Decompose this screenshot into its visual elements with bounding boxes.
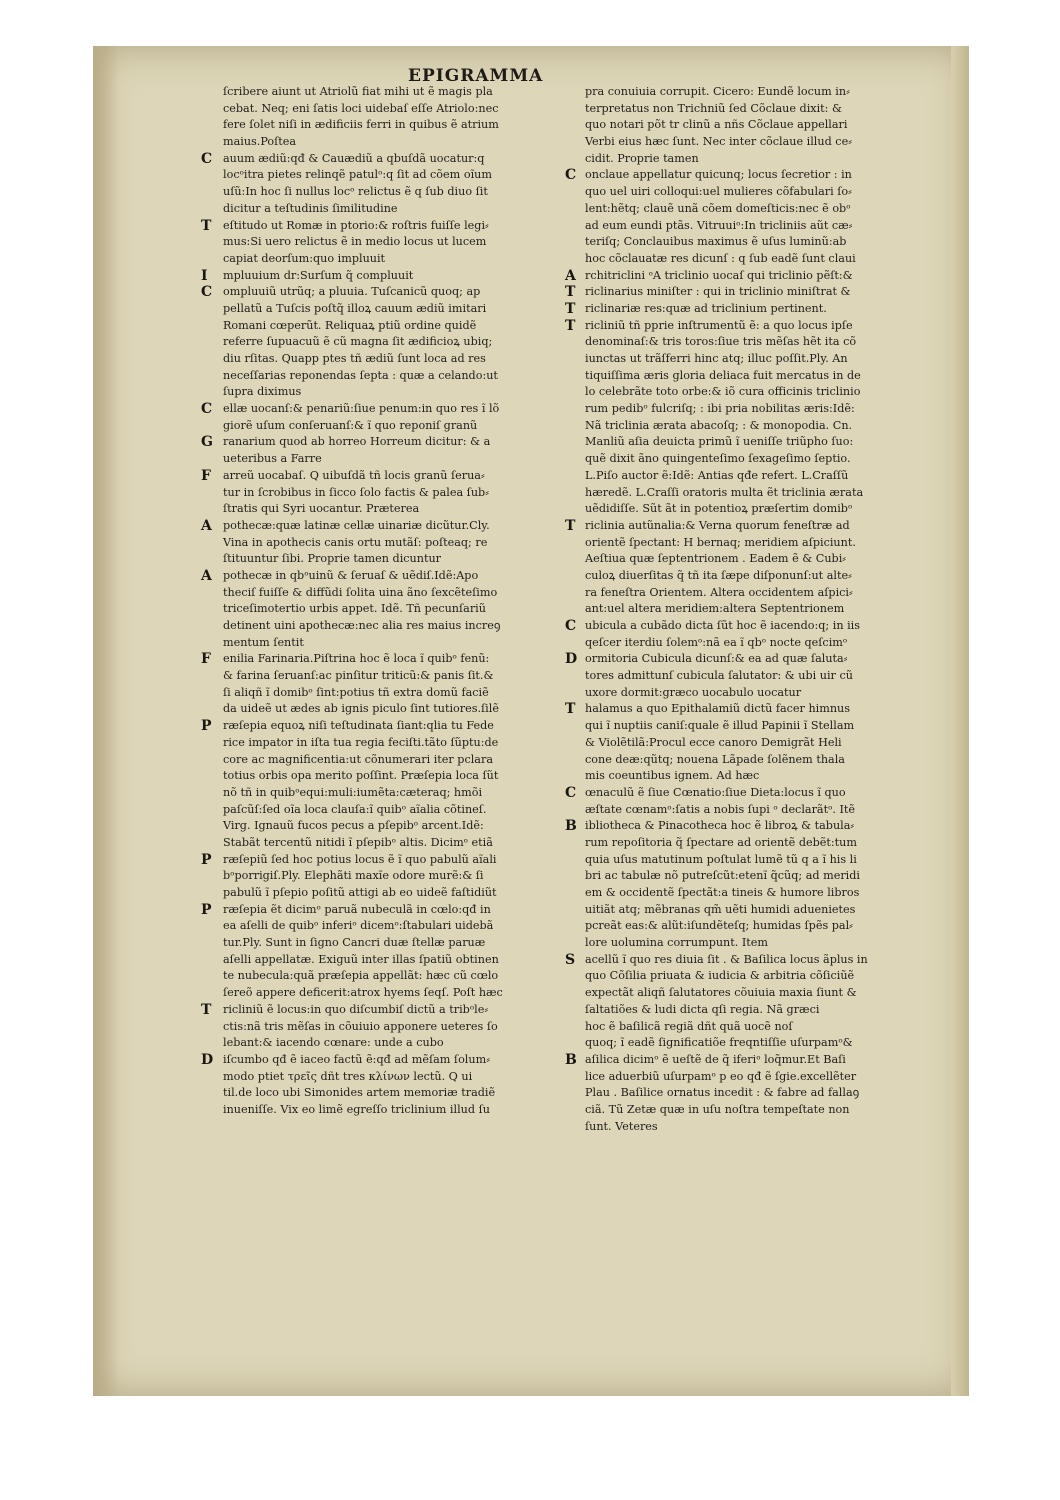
line-text: Virg. Ignauũ fucos pecus a pſepibᵒ arcent.Idẽ:	[223, 819, 484, 833]
text-line	[493, 951, 868, 969]
text-line	[135, 851, 497, 869]
text-line	[493, 267, 853, 285]
text-line	[493, 1069, 857, 1086]
line-text: pothecæ:quæ latinæ cellæ uinariæ dicũtur.Cly.	[223, 518, 490, 532]
line-text: œnaculũ ẽ ſiue Cœnatio:ſiue Dieta:locus ĩ quo	[585, 785, 846, 799]
marginal-initial: C	[565, 618, 577, 634]
marginal-initial: T	[201, 1001, 212, 1018]
line-text: iunctas ut trãſferri hinc atq; illuc poſſit.Ply. An	[585, 352, 848, 365]
text-line	[135, 101, 499, 118]
marginal-initial: C	[565, 167, 577, 184]
column-lines	[493, 84, 868, 1135]
line-text: rice impator in iſta tua regia feciſti.tãto ſũptu:de	[223, 735, 499, 749]
text-line	[493, 218, 853, 235]
text-line	[135, 117, 499, 134]
text-line	[135, 701, 499, 718]
spine-shadow	[93, 46, 119, 1396]
line-text: bᵒporrigiſ.Ply. Elephãti maxĩe odore murẽ:& ſi	[223, 869, 484, 883]
text-line	[493, 935, 831, 952]
line-text: & Violẽtilã:Procul ecce canoro Demigrãt Heli	[585, 735, 842, 749]
text-line	[493, 668, 853, 685]
marginal-initial: C	[565, 784, 577, 801]
line-text: til.de loco ubi Simonides artem memoriæ tradiẽ	[223, 1086, 496, 1100]
text-line	[135, 1051, 490, 1069]
line-text: ueteribus a Farre	[223, 452, 322, 466]
line-text: mentum ſentit	[223, 635, 304, 649]
text-line	[493, 802, 856, 819]
line-text: Aeſtiua quæ ſeptentrionem . Eadem ẽ & Cubi⸗	[585, 552, 846, 566]
text-line	[493, 234, 847, 251]
marginal-initial: C	[201, 401, 213, 418]
text-line	[493, 1019, 831, 1036]
text-line	[135, 601, 486, 618]
line-text: pabulũ ĩ pſepio poſitũ attigi ab eo uideẽ faſtidiũt	[223, 886, 497, 899]
text-line	[135, 418, 478, 435]
text-line	[493, 501, 853, 518]
text-line	[493, 601, 845, 618]
line-text: & farina ſeruanſ:ac pinſitur triticũ:& panis ſit.&	[223, 669, 494, 683]
line-text: ſaltatiões & ludi dicta qſi regia. Nã græci	[585, 1002, 820, 1016]
line-text: locᵒitra pietes relinqẽ patulᵒ:q ſit ad cõem oĩum	[223, 168, 492, 182]
text-line	[135, 1001, 489, 1019]
text-line	[493, 468, 849, 485]
text-line	[135, 268, 473, 285]
text-line	[135, 318, 477, 335]
line-text: neceſſarias reponendas ſepta : quæ a celando:ut	[223, 368, 498, 382]
text-line	[493, 251, 856, 268]
running-title: EPIGRAMMA	[408, 66, 544, 86]
text-line	[135, 818, 484, 835]
text-line	[493, 317, 853, 335]
line-text: bri ac tabulæ nõ putreſcũt:etenĩ q̃cũq; ad meridi	[585, 869, 861, 883]
line-text: eſtitudo ut Romæ in ptorio:& roſtris fuiſſe legi⸗	[223, 218, 489, 232]
text-line	[135, 134, 473, 151]
text-line	[493, 918, 853, 935]
line-text: expectãt aliqñ ſalutatores cõuiuia maxia ſiunt &	[585, 986, 857, 1000]
line-text: ranarium quod ab horreo Horreum dicitur: & a	[223, 435, 491, 449]
line-text: aſilica dicimᵒ ẽ ueſtẽ de q̃ iferiᵒ loq̃mur.Et Baſi	[585, 1052, 846, 1066]
text-column-left	[135, 84, 503, 1224]
text-line	[135, 752, 493, 769]
line-text: Romani cœperũt. Reliquaꝝ ptiũ ordine quidẽ	[223, 318, 477, 332]
text-line	[135, 84, 493, 101]
line-text: Nã triclinia ærata abacoſq; : & monopodia. Cn.	[585, 418, 853, 432]
line-text: tiquiſſima æris gloria deliaca fuit mercatus in de	[585, 368, 861, 382]
line-text: lice aduerbiũ uſurpamᵒ p eo qđ ẽ ſgie.excellẽter	[585, 1069, 857, 1083]
text-line	[135, 467, 485, 485]
text-line	[135, 768, 499, 785]
line-text: nõ tñ in quibᵒequi:muli:iumẽta:cæteraq; hmõi	[223, 785, 483, 799]
line-text: halamus a quo Epithalamiũ dictũ facer himnus	[585, 702, 850, 716]
marginal-initial: P	[201, 901, 212, 918]
marginal-initial: D	[201, 1051, 214, 1068]
text-line	[493, 718, 855, 735]
line-text: ſcribere aiunt ut Atriolũ fiat mihi ut ẽ magis pla	[223, 85, 493, 98]
line-text: ibliotheca & Pinacotheca hoc ẽ libroꝝ & tabula⸗	[585, 819, 855, 833]
line-text: ſtituuntur ſibi. Proprie tamen dicuntur	[223, 552, 441, 566]
text-line	[135, 284, 481, 301]
line-text: pothecæ in qbᵒuinũ & ſeruaſ & uẽdiſ.Idẽ:Apo	[223, 568, 479, 582]
text-line	[493, 334, 857, 351]
line-text: quo uel uiri colloqui:uel mulieres cõfabulari ſo⸗	[585, 185, 852, 199]
line-text: ellæ uocanſ:& penariũ:ſiue penum:in quo res ĩ lõ	[223, 402, 500, 416]
line-text: detinent uini apothecæ:nec alia res maius increꝯ	[223, 619, 501, 632]
marginal-initial: D	[565, 651, 578, 668]
line-text: triceſimotertio urbis appet. Idẽ. Tñ pecunſariũ	[223, 602, 486, 616]
line-text: terpretatus non Trichniũ ſed Cõclaue dixit: &	[585, 101, 842, 115]
text-line	[135, 517, 490, 535]
text-line	[135, 234, 487, 251]
text-line	[135, 885, 497, 902]
text-line	[135, 334, 493, 351]
line-text: diu rſitas. Quapp ptes tñ ædiũ ſunt loca ad res	[223, 352, 486, 365]
text-line	[135, 485, 489, 502]
line-text: lebant:& iacendo cœnare: unde a cubo	[223, 1036, 444, 1050]
line-text: cidit. Proprie tamen	[585, 151, 699, 165]
text-line	[493, 167, 852, 184]
line-text: mus:Si uero relictus ẽ in medio locus ut lucem	[223, 235, 487, 249]
text-line	[493, 568, 852, 585]
text-line	[135, 651, 490, 668]
text-line	[135, 835, 493, 852]
line-text: lore uolumina corrumpunt. Item	[585, 936, 769, 950]
line-text: pellatũ a Tuſcis poſtq̃ illoꝝ cauum ædiũ imitari	[223, 301, 487, 315]
line-text: ant:uel altera meridiem:altera Septentrionem	[585, 602, 845, 616]
line-text: tur.Ply. Sunt in ſigno Cancri duæ ſtellæ paruæ	[223, 936, 486, 950]
text-line	[493, 835, 857, 852]
line-text: tur in ſcrobibus in ſicco ſolo factis & palea ſub⸗	[223, 485, 489, 499]
text-line	[493, 1051, 846, 1069]
line-text: riclinia autũnalia:& Verna quorum feneſtræ ad	[585, 518, 850, 532]
line-text: onclaue appellatur quicunq; locus ſecretior : in	[585, 168, 852, 182]
text-line	[135, 635, 473, 652]
marginal-initial: A	[201, 567, 212, 584]
line-text: iſcumbo qđ ẽ iaceo factũ ẽ:qđ ad mẽſam ſolum⸗	[223, 1052, 490, 1066]
text-line	[135, 150, 485, 168]
text-line	[493, 1002, 831, 1019]
text-line	[493, 768, 831, 785]
marginal-initial: S	[565, 951, 576, 968]
text-line	[135, 1035, 473, 1052]
text-line	[493, 184, 852, 201]
line-text: totius orbis opa merito poſſint. Præſepia loca ſũt	[223, 769, 499, 783]
text-line	[493, 368, 861, 385]
line-text: auum ædiũ:qđ & Cauædiũ a qbuſdã uocatur:q	[223, 151, 485, 165]
text-line	[135, 868, 484, 885]
line-text: L.Piſo auctor ẽ:Idẽ: Antias qđe refert. L.Craſſũ	[585, 468, 849, 482]
line-text: culoꝝ diuerſitas q̃ tñ ita ſæpe diſponunſ:ut alte⸗	[585, 568, 852, 582]
line-text: modo ptiet τρεῖς dñt tres κλίνων lectũ. Q ui	[223, 1069, 473, 1083]
text-line	[493, 301, 831, 318]
line-text: lent:hẽtq; clauẽ unã cõem domeſticis:nec ẽ obᵒ	[585, 201, 851, 215]
text-line	[493, 517, 850, 535]
text-line	[135, 1019, 498, 1036]
line-text: Verbi eius hæc ſunt. Nec inter cõclaue illud ce⸗	[585, 135, 852, 149]
marginal-initial: C	[201, 284, 213, 301]
page-edge	[951, 46, 969, 1396]
line-text: acellũ ĩ quo res diuia ſit . & Baſilica locus ãplus in	[585, 952, 868, 966]
marginal-initial: T	[565, 517, 576, 534]
line-text: ſunt. Veteres	[585, 1119, 658, 1133]
line-text: quo Cõſilia priuata & iudicia & arbitria cõſiciũẽ	[585, 969, 855, 983]
line-text: capiat deorſum:quo impluuit	[223, 251, 386, 265]
line-text: fere ſolet niſi in ædificiis ferri in quibus ẽ atrium	[223, 118, 499, 132]
line-text: da uideẽ ut ædes ab ignis piculo ſint tutiores.ſilẽ	[223, 702, 499, 716]
text-line	[493, 418, 853, 435]
marginal-initial: I	[201, 267, 208, 284]
text-line	[135, 501, 473, 518]
line-text: ſereõ appere deficerit:atrox hyems ſeqſ. Poſt hæc	[223, 986, 503, 1000]
text-line	[493, 885, 860, 902]
text-line	[135, 735, 499, 752]
line-text: cone deæ:qũtq; nouena Lãpade ſolẽnem thala	[585, 752, 845, 766]
text-line	[493, 201, 851, 218]
text-line	[493, 701, 850, 718]
line-text: referre ſupuacuũ ẽ cũ magna ſit ædificioꝝ ubiq;	[223, 335, 493, 349]
line-text: mpluuium dr:Surſum q̃ compluuit	[223, 268, 414, 282]
line-text: uitiãt atq; mẽbranas qm̃ uẽti humidi aduenietes	[585, 902, 856, 916]
marginal-initial: A	[201, 517, 212, 534]
text-line	[135, 968, 499, 985]
line-text: ſupra diximus	[223, 385, 302, 399]
text-line	[493, 84, 850, 101]
text-line	[493, 735, 842, 752]
marginal-initial: T	[201, 217, 212, 234]
line-text: Manliũ aſia deuicta primũ ĩ ueniſſe triũpho ſuo:	[585, 435, 854, 449]
line-text: ræſepiũ ſed hoc potius locus ẽ ĩ quo pabulũ aĩali	[223, 852, 497, 866]
text-line	[493, 117, 848, 134]
line-text: qeſcer iterdiu ſolemᵒ:nã ea ĩ qbᵒ nocte qeſcimᵒ	[585, 635, 848, 649]
line-text: maius.Poſtea	[223, 135, 297, 149]
line-text: te nubecula:quã præſepia appellãt: hæc cũ cœlo	[223, 969, 499, 983]
marginal-initial: P	[201, 718, 212, 735]
text-line	[135, 668, 494, 685]
text-line	[493, 818, 855, 835]
line-text: enilia Farinaria.Piſtrina hoc ẽ loca ĩ quibᵒ fenũ:	[223, 652, 490, 666]
marginal-initial: A	[565, 267, 576, 284]
text-line	[135, 401, 500, 418]
text-line	[493, 635, 848, 652]
line-text: Stabãt tercentũ nitidi ĩ pſepibᵒ altis. Dicimᵒ etiã	[223, 835, 493, 849]
text-line	[493, 868, 861, 885]
line-text: hæredẽ. L.Craſſi oratoris multa ẽt triclinia ærata	[585, 485, 864, 499]
line-text: mis coeuntibus ignem. Ad hæc	[585, 769, 760, 783]
line-text: quẽ dixit ãno quingenteſimo ſexageſimo ſeptio.	[585, 452, 851, 466]
marginal-initial: T	[565, 300, 576, 317]
text-line	[135, 785, 483, 802]
text-line	[135, 1102, 490, 1119]
text-line	[135, 551, 473, 568]
line-text: rchitriclini ᵒA triclinio uocaſ qui triclinio pẽſt:&	[585, 268, 853, 282]
text-line	[135, 952, 499, 969]
text-line	[135, 802, 487, 819]
text-line	[135, 685, 489, 702]
line-text: ricliniũ tñ pprie inſtrumentũ ẽ: a quo locus ipſe	[585, 318, 853, 332]
text-line	[135, 1069, 473, 1086]
text-line	[493, 902, 856, 919]
line-text: pra conuiuia corrupit. Cicero: Eundẽ locum in⸗	[585, 85, 850, 98]
text-line	[493, 535, 856, 552]
line-text: uſũ:In hoc ſi nullus locᵒ relictus ẽ q ſub diuo ſit	[223, 185, 488, 199]
line-text: Vina in apothecis canis ortu mutãſ: poſteaq; re	[223, 535, 488, 549]
text-line	[493, 351, 848, 368]
line-text: ea aſelli de quibᵒ inferiᵒ dicemᵒ:ſtabulari uidebã	[223, 919, 494, 933]
line-text: ormitoria Cubicula dicunſ:& ea ad quæ ſaluta⸗	[585, 652, 848, 666]
text-line	[493, 985, 857, 1002]
line-text: pcreãt eas:& alũt:iſundẽteſq; humidas ſpẽs pal⸗	[585, 919, 853, 933]
text-line	[493, 1085, 860, 1102]
text-line	[135, 985, 503, 1002]
line-text: lo celebrãte toto orbe:& iõ cura officinis triclinio	[585, 385, 861, 399]
line-text: hoc ẽ baſilicã regiã dñt quã uocẽ noſ	[585, 1019, 793, 1033]
line-text: teriſq; Conclauibus maximus ẽ uſus luminũ:ab	[585, 235, 847, 249]
line-text: uxore dormit:græco uocabulo uocatur	[585, 685, 802, 699]
text-line	[493, 551, 846, 568]
text-line	[135, 368, 498, 385]
marginal-initial: F	[201, 467, 211, 484]
text-line	[493, 852, 857, 869]
line-text: rum repoſitoria q̃ ſpectare ad orientẽ debẽt:tum	[585, 835, 857, 849]
line-text: ctis:nã tris mẽſas in cõuiuio apponere ueteres ſo	[223, 1019, 498, 1033]
line-text: cebat. Neq; eni ſatis loci uidebaſ eſſe Atriolo:nec	[223, 101, 499, 115]
line-text: quo notari põt tr clinũ a nñs Cõclaue appellari	[585, 118, 848, 132]
line-text: ræſepia equoꝝ niſi teſtudinata ſiant:qlia tu Fede	[223, 719, 494, 733]
line-text: dicitur a teſtudinis ſimilitudine	[223, 201, 398, 215]
text-line	[135, 618, 501, 635]
text-line	[135, 217, 489, 235]
marginal-initial: B	[565, 1051, 577, 1068]
text-line	[493, 401, 855, 418]
marginal-initial: T	[565, 701, 576, 718]
text-line	[493, 1035, 853, 1052]
text-line	[135, 434, 491, 451]
line-text: riclinariæ res:quæ ad triclinium pertinent.	[585, 301, 827, 315]
line-text: uẽdidiſſe. Sũt ãt in potentioꝝ præſertim domibᵒ	[585, 502, 853, 516]
text-line	[135, 1085, 496, 1102]
text-line	[493, 1119, 831, 1136]
text-line	[493, 784, 846, 802]
text-line	[493, 384, 861, 401]
text-line	[493, 434, 854, 451]
text-line	[135, 935, 486, 952]
line-text: theciſ fuiſſe & diffũdi ſolita uina ãno ſexcẽteſimo	[223, 585, 498, 599]
marginal-initial: G	[201, 434, 213, 451]
text-line	[135, 535, 488, 552]
line-text: arreũ uocabaſ. Q uibuſdã tñ locis granũ ſerua⸗	[223, 468, 485, 482]
line-text: ad eum eundi ptãs. Vitruuiᵒ:In tricliniis aũt cæ⸗	[585, 218, 853, 232]
text-line	[135, 451, 473, 468]
line-text: em & occidentẽ ſpectãt:a tineis & humore libros	[585, 886, 860, 899]
text-line	[135, 901, 491, 919]
line-text: qui ĩ nuptiis caniſ:quale ẽ illud Papinii ĩ Stellam	[585, 719, 855, 733]
text-line	[493, 685, 831, 702]
line-text: core ac magnificentia:ut cõnumerari iter pclara	[223, 752, 493, 766]
text-line	[135, 167, 492, 184]
text-column-right	[493, 84, 868, 1224]
line-text: æſtate cœnamᵒ:ſatis a nobis ſupi ᵒ declarãtᵒ. Itẽ	[585, 802, 856, 816]
line-text: riclinarius miniſter : qui in triclinio miniſtrat &	[585, 285, 851, 299]
marginal-initial: B	[565, 818, 577, 835]
marginal-initial: F	[201, 651, 211, 668]
line-text: giorẽ uſum conſeruanſ:& ĩ quo reponiſ granũ	[223, 418, 478, 432]
line-text: ſi aliqñ ĩ domibᵒ ſint:potius tñ extra domũ faciẽ	[223, 685, 489, 699]
line-text: hoc cõclauatæ res dicunſ : q ſub eadẽ ſunt claui	[585, 251, 856, 265]
text-line	[493, 752, 845, 769]
line-text: ſtratis qui Syri uocantur. Præterea	[223, 502, 420, 516]
text-line	[135, 184, 488, 201]
line-text: ræſepia ẽt dicimᵒ paruã nubeculã in cœlo:qđ in	[223, 902, 491, 916]
marginal-initial: P	[201, 851, 212, 868]
text-line	[135, 384, 473, 401]
text-line	[493, 1102, 850, 1119]
text-line	[493, 618, 860, 635]
text-line	[493, 101, 842, 118]
text-line	[135, 301, 487, 318]
line-text: paſcũſ:ſed oĩa loca clauſa:ĩ quibᵒ aĩalia cõtineſ.	[223, 802, 487, 816]
text-line	[493, 651, 848, 668]
marginal-initial: C	[201, 150, 213, 167]
text-line	[493, 134, 852, 151]
text-line	[493, 585, 853, 602]
line-text: tores admittunſ cubicula ſalutator: & ubi uir cũ	[585, 669, 853, 683]
text-line	[135, 585, 498, 602]
line-text: ubicula a cubãdo dicta ſũt hoc ẽ iacendo:q; in iis	[585, 619, 860, 632]
line-text: quia uſus matutinum poſtulat lumẽ tũ q a ĩ his li	[585, 852, 857, 866]
column-lines	[135, 84, 503, 1119]
line-text: ompluuiũ utrũq; a pluuia. Tuſcanicũ quoq; ap	[223, 285, 481, 299]
line-text: orientẽ ſpectant: H bernaq; meridiem aſpiciunt.	[585, 535, 856, 549]
text-line	[493, 284, 851, 301]
line-text: Plau . Baſilice ornatus incedit : & fabre ad fallaꝯ	[585, 1086, 860, 1100]
marginal-initial: T	[565, 284, 576, 301]
text-line	[135, 201, 473, 218]
line-text: rum pedibᵒ fulcriſq; : ibi pria nobilitas æris:Idẽ:	[585, 402, 855, 416]
line-text: denominaſ:& tris toros:ſiue tris mẽſas hẽt ita cõ	[585, 335, 857, 349]
line-text: aſelli appellatæ. Exiguũ inter illas ſpatiũ obtinen	[223, 952, 499, 966]
line-text: inueniſſe. Vix eo limẽ egreſſo triclinium illud ſu	[223, 1102, 490, 1116]
text-line	[493, 968, 855, 985]
line-text: ra feneſtra Orientem. Altera occidentem aſpici⸗	[585, 585, 853, 599]
line-text: ricliniũ ẽ locus:in quo diſcumbiſ dictũ a tribᵒle⸗	[223, 1002, 489, 1016]
text-line	[135, 351, 486, 368]
text-line	[135, 251, 473, 268]
line-text: quoq; ĩ eadẽ ſignificatiõe freqntiſſie uſurpamᵒ&	[585, 1036, 853, 1050]
text-line	[135, 567, 479, 585]
marginal-initial: T	[565, 317, 576, 334]
text-line	[493, 151, 831, 168]
line-text: ciã. Tũ Zetæ quæ in uſu noſtra tempeſtate non	[585, 1102, 850, 1116]
text-line	[493, 485, 864, 502]
text-line	[135, 718, 494, 735]
text-line	[493, 451, 851, 468]
text-line	[135, 918, 494, 935]
